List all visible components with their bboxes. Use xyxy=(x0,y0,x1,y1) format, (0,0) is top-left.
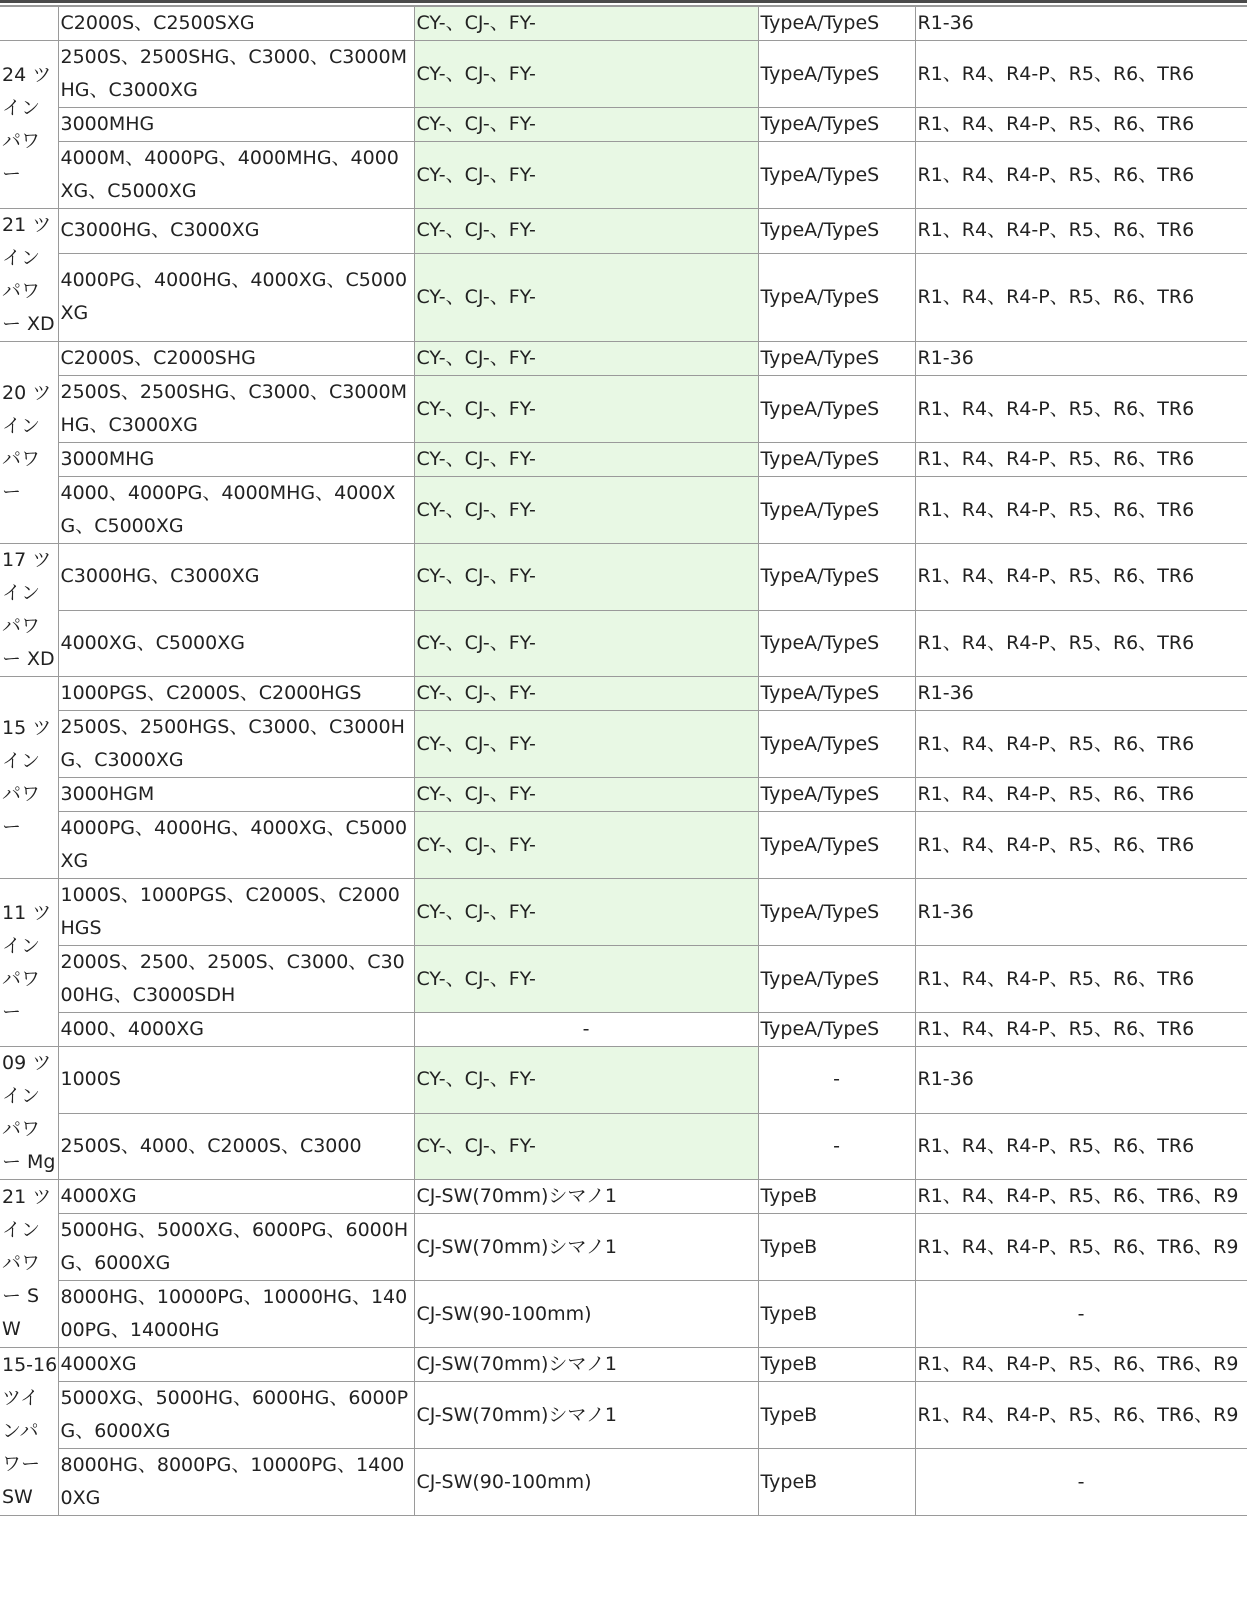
type-cell: TypeA/TypeS xyxy=(758,477,915,544)
handle-cell: R1、R4、R4-P、R5、R6、TR6 xyxy=(915,1113,1247,1180)
handle-cell: R1、R4、R4-P、R5、R6、TR6 xyxy=(915,41,1247,108)
line-cell: CY-、CJ-、FY- xyxy=(414,610,758,677)
table-row xyxy=(0,1013,1247,1047)
models-cell: 1000S、1000PGS、C2000S、C2000HGS xyxy=(58,879,414,946)
handle-cell: R1、R4、R4-P、R5、R6、TR6 xyxy=(915,477,1247,544)
line-cell: CY-、CJ-、FY- xyxy=(414,209,758,254)
line-cell: CY-、CJ-、FY- xyxy=(414,253,758,341)
table-row xyxy=(0,1180,1247,1214)
handle-cell: R1、R4、R4-P、R5、R6、TR6、R9 xyxy=(915,1214,1247,1281)
models-cell: 4000PG、4000HG、4000XG、C5000XG xyxy=(58,812,414,879)
handle-cell: - xyxy=(915,1281,1247,1348)
line-cell: CY-、CJ-、FY- xyxy=(414,544,758,611)
type-cell: TypeA/TypeS xyxy=(758,376,915,443)
table-row xyxy=(0,1449,1247,1516)
handle-cell: R1、R4、R4-P、R5、R6、TR6 xyxy=(915,209,1247,254)
models-cell: 4000XG xyxy=(58,1180,414,1214)
table-row xyxy=(0,376,1247,443)
models-cell: 5000HG、5000XG、6000PG、6000HG、6000XG xyxy=(58,1214,414,1281)
type-cell: TypeB xyxy=(758,1180,915,1214)
series-name-cell: 21 ツインパワー XD xyxy=(0,209,58,342)
table-row xyxy=(0,142,1247,209)
type-cell: TypeA/TypeS xyxy=(758,209,915,254)
models-cell: 8000HG、8000PG、10000PG、14000XG xyxy=(58,1449,414,1516)
line-cell: CY-、CJ-、FY- xyxy=(414,1047,758,1114)
series-name-cell: 09 ツインパワー Mg xyxy=(0,1047,58,1180)
type-cell: TypeA/TypeS xyxy=(758,544,915,611)
type-cell: TypeA/TypeS xyxy=(758,946,915,1013)
models-cell: 2500S、2500SHG、C3000、C3000MHG、C3000XG xyxy=(58,41,414,108)
line-cell: CY-、CJ-、FY- xyxy=(414,1113,758,1180)
line-cell: CY-、CJ-、FY- xyxy=(414,812,758,879)
models-cell: C2000S、C2500SXG xyxy=(58,7,414,41)
models-cell: 2000S、2500、2500S、C3000、C3000HG、C3000SDH xyxy=(58,946,414,1013)
type-cell: TypeA/TypeS xyxy=(758,879,915,946)
line-cell: CY-、CJ-、FY- xyxy=(414,108,758,142)
handle-cell: - xyxy=(915,1449,1247,1516)
line-cell: CY-、CJ-、FY- xyxy=(414,443,758,477)
handle-cell: R1、R4、R4-P、R5、R6、TR6 xyxy=(915,946,1247,1013)
top-border xyxy=(0,0,1247,3)
compatibility-table-body xyxy=(0,7,1247,1516)
series-name-cell: 24 ツインパワー xyxy=(0,41,58,209)
table-row xyxy=(0,1281,1247,1348)
handle-cell: R1-36 xyxy=(915,879,1247,946)
models-cell: C3000HG、C3000XG xyxy=(58,209,414,254)
models-cell: 2500S、4000、C2000S、C3000 xyxy=(58,1113,414,1180)
models-cell: 3000MHG xyxy=(58,108,414,142)
handle-cell: R1-36 xyxy=(915,1047,1247,1114)
handle-cell: R1、R4、R4-P、R5、R6、TR6、R9 xyxy=(915,1382,1247,1449)
models-cell: 4000PG、4000HG、4000XG、C5000XG xyxy=(58,253,414,341)
series-name-cell: 20 ツインパワー xyxy=(0,342,58,544)
models-cell: 4000XG、C5000XG xyxy=(58,610,414,677)
type-cell: TypeA/TypeS xyxy=(758,142,915,209)
type-cell: TypeB xyxy=(758,1449,915,1516)
handle-cell: R1、R4、R4-P、R5、R6、TR6 xyxy=(915,610,1247,677)
models-cell: 5000XG、5000HG、6000HG、6000PG、6000XG xyxy=(58,1382,414,1449)
line-cell: CY-、CJ-、FY- xyxy=(414,677,758,711)
series-name-cell: 15-16 ツインパワー SW xyxy=(0,1348,58,1516)
table-row xyxy=(0,610,1247,677)
handle-cell: R1、R4、R4-P、R5、R6、TR6 xyxy=(915,544,1247,611)
line-cell: CY-、CJ-、FY- xyxy=(414,946,758,1013)
table-row xyxy=(0,41,1247,108)
type-cell: TypeA/TypeS xyxy=(758,778,915,812)
type-cell: TypeA/TypeS xyxy=(758,7,915,41)
line-cell: CJ-SW(70mm)シマノ1 xyxy=(414,1382,758,1449)
models-cell: 4000XG xyxy=(58,1348,414,1382)
type-cell: TypeA/TypeS xyxy=(758,812,915,879)
handle-cell: R1、R4、R4-P、R5、R6、TR6 xyxy=(915,142,1247,209)
type-cell: TypeA/TypeS xyxy=(758,41,915,108)
type-cell: TypeB xyxy=(758,1281,915,1348)
table-row xyxy=(0,342,1247,376)
type-cell: TypeA/TypeS xyxy=(758,443,915,477)
series-name-cell: 17 ツインパワー XD xyxy=(0,544,58,677)
table-row xyxy=(0,1348,1247,1382)
table-row xyxy=(0,477,1247,544)
table-row xyxy=(0,778,1247,812)
models-cell: 3000HGM xyxy=(58,778,414,812)
models-cell: 2500S、2500SHG、C3000、C3000MHG、C3000XG xyxy=(58,376,414,443)
table-row xyxy=(0,812,1247,879)
type-cell: TypeA/TypeS xyxy=(758,253,915,341)
table-row xyxy=(0,946,1247,1013)
models-cell: 8000HG、10000PG、10000HG、14000PG、14000HG xyxy=(58,1281,414,1348)
type-cell: TypeA/TypeS xyxy=(758,108,915,142)
table-row xyxy=(0,1047,1247,1114)
series-name-cell: 11 ツインパワー xyxy=(0,879,58,1047)
table-row xyxy=(0,879,1247,946)
type-cell: TypeB xyxy=(758,1348,915,1382)
line-cell: CY-、CJ-、FY- xyxy=(414,342,758,376)
type-cell: - xyxy=(758,1047,915,1114)
table-row xyxy=(0,1382,1247,1449)
table-row xyxy=(0,108,1247,142)
models-cell: 4000、4000XG xyxy=(58,1013,414,1047)
line-cell: CY-、CJ-、FY- xyxy=(414,376,758,443)
handle-cell: R1、R4、R4-P、R5、R6、TR6、R9 xyxy=(915,1348,1247,1382)
handle-cell: R1、R4、R4-P、R5、R6、TR6 xyxy=(915,376,1247,443)
handle-cell: R1-36 xyxy=(915,7,1247,41)
handle-cell: R1、R4、R4-P、R5、R6、TR6 xyxy=(915,778,1247,812)
table-row xyxy=(0,253,1247,341)
line-cell: CY-、CJ-、FY- xyxy=(414,711,758,778)
handle-cell: R1、R4、R4-P、R5、R6、TR6 xyxy=(915,711,1247,778)
models-cell: 3000MHG xyxy=(58,443,414,477)
line-cell: CJ-SW(70mm)シマノ1 xyxy=(414,1348,758,1382)
type-cell: TypeA/TypeS xyxy=(758,1013,915,1047)
series-name-cell xyxy=(0,7,58,41)
type-cell: TypeA/TypeS xyxy=(758,677,915,711)
handle-cell: R1、R4、R4-P、R5、R6、TR6 xyxy=(915,253,1247,341)
type-cell: TypeA/TypeS xyxy=(758,610,915,677)
line-cell: CY-、CJ-、FY- xyxy=(414,7,758,41)
handle-cell: R1、R4、R4-P、R5、R6、TR6 xyxy=(915,812,1247,879)
line-cell: CJ-SW(90-100mm) xyxy=(414,1449,758,1516)
type-cell: - xyxy=(758,1113,915,1180)
table-row xyxy=(0,677,1247,711)
table-row xyxy=(0,544,1247,611)
handle-cell: R1、R4、R4-P、R5、R6、TR6 xyxy=(915,1013,1247,1047)
table-row xyxy=(0,1214,1247,1281)
type-cell: TypeA/TypeS xyxy=(758,711,915,778)
line-cell: CJ-SW(70mm)シマノ1 xyxy=(414,1214,758,1281)
line-cell: CY-、CJ-、FY- xyxy=(414,477,758,544)
models-cell: 4000M、4000PG、4000MHG、4000XG、C5000XG xyxy=(58,142,414,209)
line-cell: CY-、CJ-、FY- xyxy=(414,778,758,812)
line-cell: - xyxy=(414,1013,758,1047)
models-cell: 1000S xyxy=(58,1047,414,1114)
series-name-cell: 21 ツインパワー SW xyxy=(0,1180,58,1348)
handle-cell: R1-36 xyxy=(915,677,1247,711)
models-cell: 2500S、2500HGS、C3000、C3000HG、C3000XG xyxy=(58,711,414,778)
handle-cell: R1、R4、R4-P、R5、R6、TR6、R9 xyxy=(915,1180,1247,1214)
line-cell: CY-、CJ-、FY- xyxy=(414,142,758,209)
series-name-cell: 15 ツインパワー xyxy=(0,677,58,879)
type-cell: TypeA/TypeS xyxy=(758,342,915,376)
table-row xyxy=(0,7,1247,41)
table-row xyxy=(0,443,1247,477)
table-row xyxy=(0,1113,1247,1180)
table-row xyxy=(0,209,1247,254)
line-cell: CY-、CJ-、FY- xyxy=(414,41,758,108)
models-cell: C3000HG、C3000XG xyxy=(58,544,414,611)
models-cell: C2000S、C2000SHG xyxy=(58,342,414,376)
type-cell: TypeB xyxy=(758,1382,915,1449)
type-cell: TypeB xyxy=(758,1214,915,1281)
handle-cell: R1-36 xyxy=(915,342,1247,376)
models-cell: 1000PGS、C2000S、C2000HGS xyxy=(58,677,414,711)
line-cell: CY-、CJ-、FY- xyxy=(414,879,758,946)
table-row xyxy=(0,711,1247,778)
compatibility-table xyxy=(0,6,1247,1516)
line-cell: CJ-SW(90-100mm) xyxy=(414,1281,758,1348)
models-cell: 4000、4000PG、4000MHG、4000XG、C5000XG xyxy=(58,477,414,544)
handle-cell: R1、R4、R4-P、R5、R6、TR6 xyxy=(915,108,1247,142)
line-cell: CJ-SW(70mm)シマノ1 xyxy=(414,1180,758,1214)
handle-cell: R1、R4、R4-P、R5、R6、TR6 xyxy=(915,443,1247,477)
